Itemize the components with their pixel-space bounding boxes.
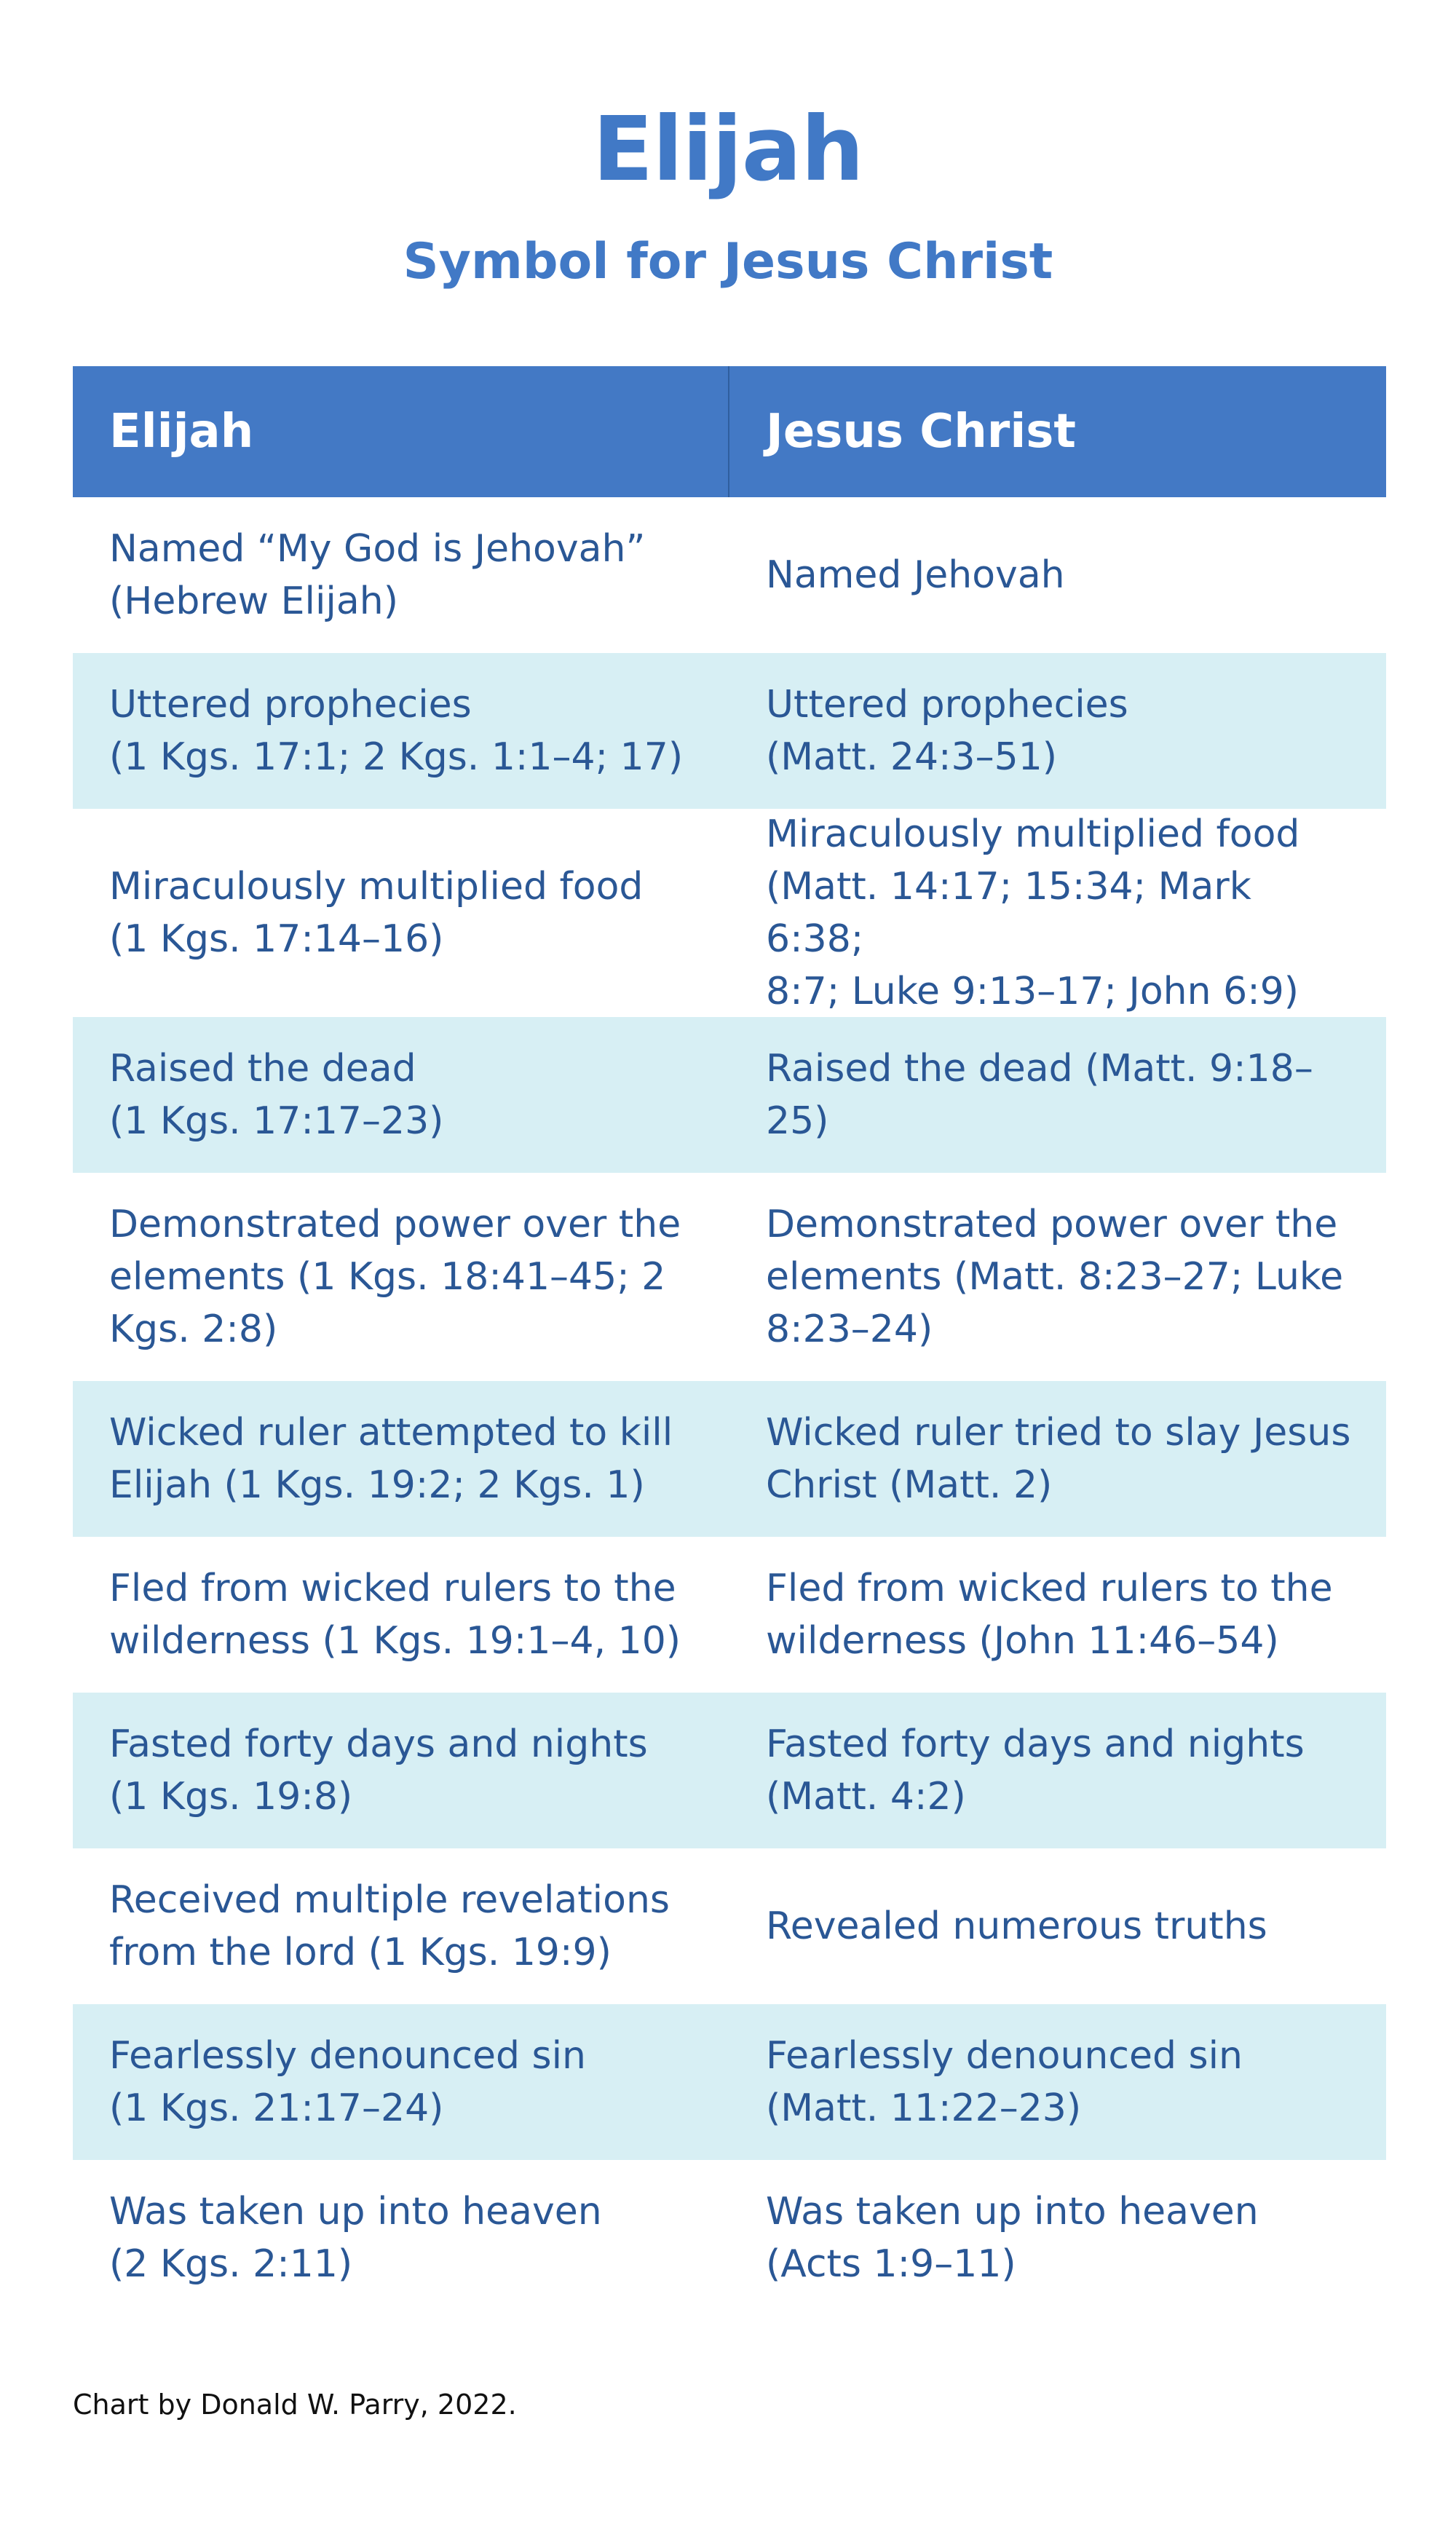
christ-cell: Uttered prophecies (Matt. 24:3–51) xyxy=(766,683,1128,779)
table-row xyxy=(73,1017,1386,1173)
christ-cell: Revealed numerous truths xyxy=(766,1904,1267,1948)
table-header xyxy=(73,366,1386,497)
christ-cell: Named Jehovah xyxy=(766,553,1065,597)
christ-cell: Fearlessly denounced sin (Matt. 11:22–23) xyxy=(766,2034,1243,2130)
table-row xyxy=(73,497,1386,653)
table-row xyxy=(73,2160,1386,2316)
comparison-table xyxy=(73,366,1386,2316)
elijah-cell: Named “My God is Jehovah” (Hebrew Elijah) xyxy=(109,527,646,623)
elijah-cell: Received multiple revelations from the lord (1 Kgs. 19:9) xyxy=(109,1878,670,1974)
christ-cell: Demonstrated power over the elements (Matt. 8:23–27; Luke 8:23–24) xyxy=(766,1203,1344,1351)
christ-cell: Wicked ruler tried to slay Jesus Christ (Matt. 2) xyxy=(766,1411,1351,1507)
table-row xyxy=(73,2004,1386,2160)
page-title: Elijah xyxy=(593,98,863,201)
elijah-cell: Fled from wicked rulers to the wilderness (1 Kgs. 19:1–4, 10) xyxy=(109,1567,681,1663)
elijah-cell: Fasted forty days and nights (1 Kgs. 19:8) xyxy=(109,1722,648,1819)
table-row xyxy=(73,1848,1386,2004)
christ-cell: Fasted forty days and nights (Matt. 4:2) xyxy=(766,1722,1305,1819)
chart-credit: Chart by Donald W. Parry, 2022. xyxy=(73,2389,517,2421)
table-row xyxy=(73,1693,1386,1848)
page-subtitle: Symbol for Jesus Christ xyxy=(403,233,1053,290)
christ-cell: Miraculously multiplied food (Matt. 14:17; 15:34; Mark 6:38; 8:7; Luke 9:13–17; John 6:9) xyxy=(766,812,1300,1013)
table-row xyxy=(73,1537,1386,1693)
christ-cell: Raised the dead (Matt. 9:18–25) xyxy=(766,1047,1313,1143)
table-row xyxy=(73,1173,1386,1381)
elijah-cell: Uttered prophecies (1 Kgs. 17:1; 2 Kgs. 1:1–4; 17) xyxy=(109,683,684,779)
elijah-cell: Fearlessly denounced sin (1 Kgs. 21:17–24) xyxy=(109,2034,586,2130)
elijah-cell: Was taken up into heaven (2 Kgs. 2:11) xyxy=(109,2190,602,2286)
header-elijah: Elijah xyxy=(73,366,729,497)
table-row xyxy=(73,1381,1386,1537)
christ-cell: Was taken up into heaven (Acts 1:9–11) xyxy=(766,2190,1259,2286)
table-row xyxy=(73,809,1386,1017)
header-jesus-christ: Jesus Christ xyxy=(766,405,1076,459)
table-row xyxy=(73,653,1386,809)
elijah-cell: Demonstrated power over the elements (1 Kgs. 18:41–45; 2 Kgs. 2:8) xyxy=(109,1203,681,1351)
elijah-cell: Raised the dead (1 Kgs. 17:17–23) xyxy=(109,1047,444,1143)
elijah-cell: Wicked ruler attempted to kill Elijah (1 Kgs. 19:2; 2 Kgs. 1) xyxy=(109,1411,673,1507)
elijah-cell: Miraculously multiplied food (1 Kgs. 17:14–16) xyxy=(109,865,644,961)
christ-cell: Fled from wicked rulers to the wilderness (John 11:46–54) xyxy=(766,1567,1333,1663)
